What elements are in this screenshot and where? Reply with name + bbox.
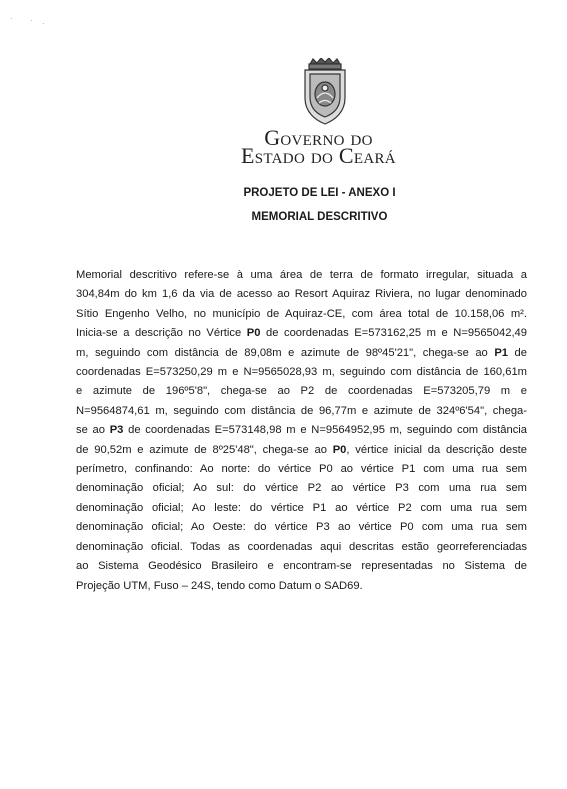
paragraph-line: coordenadas E=573250,29 m e N=9565028,93 m, seguindo com distância de 160,61m: [76, 366, 527, 379]
paragraph-line: se ao P3 de coordenadas E=573148,98 m e N=9564952,95 m, seguindo com distância: [76, 424, 527, 437]
paragraph-line: denominação oficial; Ao sul: do vértice P2 ao vértice P3 com uma rua sem: [76, 482, 527, 495]
government-name-line2: Estado do Ceará: [241, 143, 396, 168]
coat-of-arms-icon: [299, 58, 351, 126]
paragraph-line: Memorial descritivo refere-se à uma área de terra de formato irregular, situada a: [76, 269, 527, 281]
scan-speck: ·: [30, 16, 33, 25]
paragraph-line: ao Sistema Geodésico Brasileiro e encontram-se representadas no Sistema de: [76, 560, 527, 573]
paragraph-line: e azimute de 196º5'8", chega-se ao P2 de coordenadas E=573205,79 m e: [76, 385, 527, 398]
paragraph-line: N=9564874,61 m, seguindo com distância de 96,77m e azimute de 324º6'54", chega-: [76, 404, 527, 417]
paragraph-line: perímetro, confinando: Ao norte: do vértice P0 ao vértice P1 com uma rua sem: [76, 463, 527, 476]
scan-speck: ·: [10, 14, 13, 23]
paragraph-line: Projeção UTM, Fuso – 24S, tendo como Datum o SAD69.: [76, 579, 363, 592]
paragraph-line: denominação oficial. Todas as coordenadas aqui descritas estão georreferenciadas: [76, 540, 527, 553]
paragraph-line: Inicia-se a descrição no Vértice P0 de coordenadas E=573162,25 m e N=9565042,49: [76, 327, 527, 340]
paragraph-line: denominação oficial; Ao leste: do vértice P1 ao vértice P2 com uma rua sem: [76, 501, 527, 514]
paragraph-line: de 90,52m e azimute de 8º25'48", chega-se ao P0, vértice inicial da descrição deste: [76, 443, 528, 456]
memorial-paragraph: [76, 266, 527, 596]
paragraph-line: denominação oficial; Ao Oeste: do vértice P3 ao vértice P0 com uma rua sem: [76, 521, 527, 534]
scan-speck: ·: [42, 19, 45, 28]
paragraph-line: m, seguindo com distância de 89,08m e azimute de 98º45'21", chega-se ao P1 de: [76, 346, 528, 359]
paragraph-line: 304,84m do km 1,6 da via de acesso ao Resort Aquiraz Riviera, no lugar denominado: [76, 288, 527, 301]
document-title: PROJETO DE LEI - ANEXO I: [243, 187, 396, 199]
government-name-line1: Governo do: [264, 125, 373, 150]
paragraph-line: Sítio Engenho Velho, no município de Aquiraz-CE, com área total de 10.158,06 m².: [76, 307, 527, 320]
document-subtitle: MEMORIAL DESCRITIVO: [251, 211, 388, 223]
